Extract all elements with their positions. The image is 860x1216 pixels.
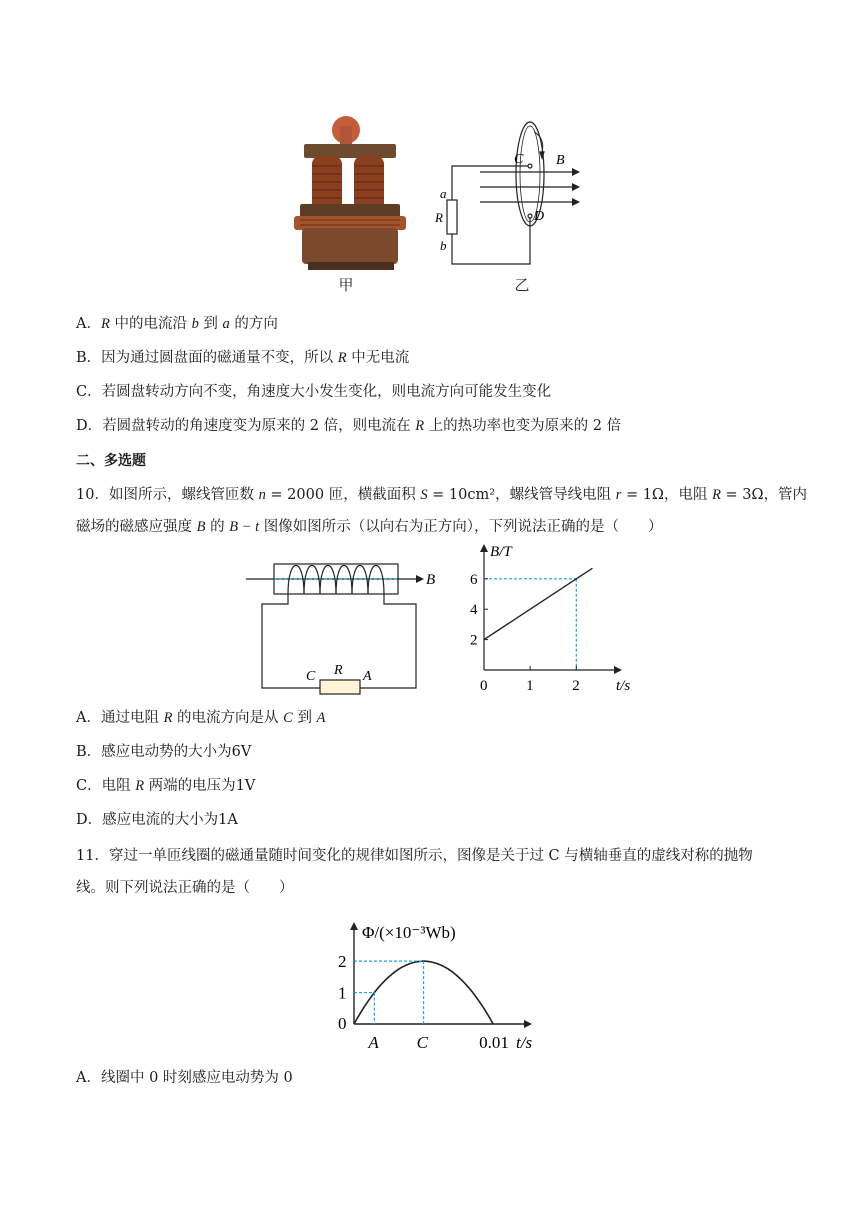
q11-stem-line2: 线。则下列说法正确的是（ ） <box>76 880 294 896</box>
x-axis-label: t/s <box>516 1033 533 1052</box>
b-t-graph <box>462 544 631 696</box>
figure-jia-yi <box>290 116 580 302</box>
phi-t-graph <box>326 908 546 1056</box>
q10-option-a: A．通过电阻 R 的电流方向是从 C 到 A <box>76 710 326 726</box>
figure-label-yi: 乙 <box>514 276 530 294</box>
x-tick-label: 2 <box>572 678 580 694</box>
q9-option-a: A．R 中的电流沿 b 到 a 的方向 <box>76 316 278 332</box>
label-D: D <box>534 209 545 224</box>
generator-photo <box>294 116 406 270</box>
y-tick-label: 2 <box>470 632 478 649</box>
q10-option-d: D．感应电流的大小为1A <box>76 812 238 828</box>
x-tick-label: 1 <box>526 678 534 694</box>
y-tick-label: 6 <box>470 571 478 588</box>
y-axis-label: B/T <box>490 544 512 560</box>
solenoid-circuit-diagram <box>240 552 440 702</box>
y-tick-label: 0 <box>338 1014 347 1033</box>
q9-option-c: C．若圆盘转动方向不变，角速度大小发生变化，则电流方向可能发生变化 <box>76 384 552 400</box>
label-b: b <box>440 238 447 253</box>
field-arrow-1 <box>572 168 580 176</box>
solenoid-label-A: A <box>363 669 372 684</box>
y-tick-label: 2 <box>338 952 347 972</box>
q9-option-b: B．因为通过圆盘面的磁通量不变，所以 R 中无电流 <box>76 350 410 366</box>
q10-stem-line2: 磁场的磁感应强度 B 的 B − t 图像如图所示（以向右为正方向），下列说法正确的是（ ） <box>76 519 663 535</box>
solenoid-label-C: C <box>306 669 316 684</box>
section-heading-multiple-choice: 二、多选题 <box>76 453 146 469</box>
y-axis-arrow <box>480 544 488 552</box>
label-R: R <box>435 210 443 225</box>
q10-option-b: B．感应电动势的大小为6V <box>76 744 252 760</box>
y-tick-label: 4 <box>470 602 478 619</box>
q11-stem-line1: 11．穿过一单匝线圈的磁通量随时间变化的规律如图所示，图像是关于过 C 与横轴垂直的虚线对称的抛物 <box>76 848 753 864</box>
x-axis-arrow <box>524 1020 532 1028</box>
x-axis-arrow <box>614 666 622 674</box>
field-arrow-2 <box>572 183 580 191</box>
q10-stem-line1: 10．如图所示，螺线管匝数 n = 2000 匝，横截面积 S = 10cm²，螺线管导线电阻 r = 1Ω，电阻 R = 3Ω，管内 <box>76 487 808 503</box>
disk-circuit-diagram <box>447 122 572 264</box>
x-tick-label: 0.01 <box>479 1033 509 1052</box>
y-tick-label: 1 <box>338 983 347 1003</box>
label-B: B <box>556 153 565 168</box>
y-axis-label: Φ/(×10⁻³Wb) <box>362 923 456 942</box>
field-arrow-3 <box>572 198 580 206</box>
x-tick-label: 0 <box>480 678 488 694</box>
y-axis-arrow <box>350 922 358 930</box>
figure-label-jia: 甲 <box>338 276 354 294</box>
x-tick-label: A <box>368 1033 379 1052</box>
x-axis-label: t/s <box>616 678 631 694</box>
label-C: C <box>514 152 524 167</box>
label-a: a <box>440 186 447 201</box>
solenoid-label-B: B <box>426 572 436 588</box>
q11-option-a: A．线圈中 0 时刻感应电动势为 0 <box>76 1070 293 1086</box>
x-tick-label: C <box>416 1033 428 1052</box>
q10-option-c: C．电阻 R 两端的电压为1V <box>76 778 256 794</box>
solenoid-label-R: R <box>334 663 343 678</box>
q9-option-d: D．若圆盘转动的角速度变为原来的 2 倍，则电流在 R 上的热功率也变为原来的 2 倍 <box>76 418 622 434</box>
